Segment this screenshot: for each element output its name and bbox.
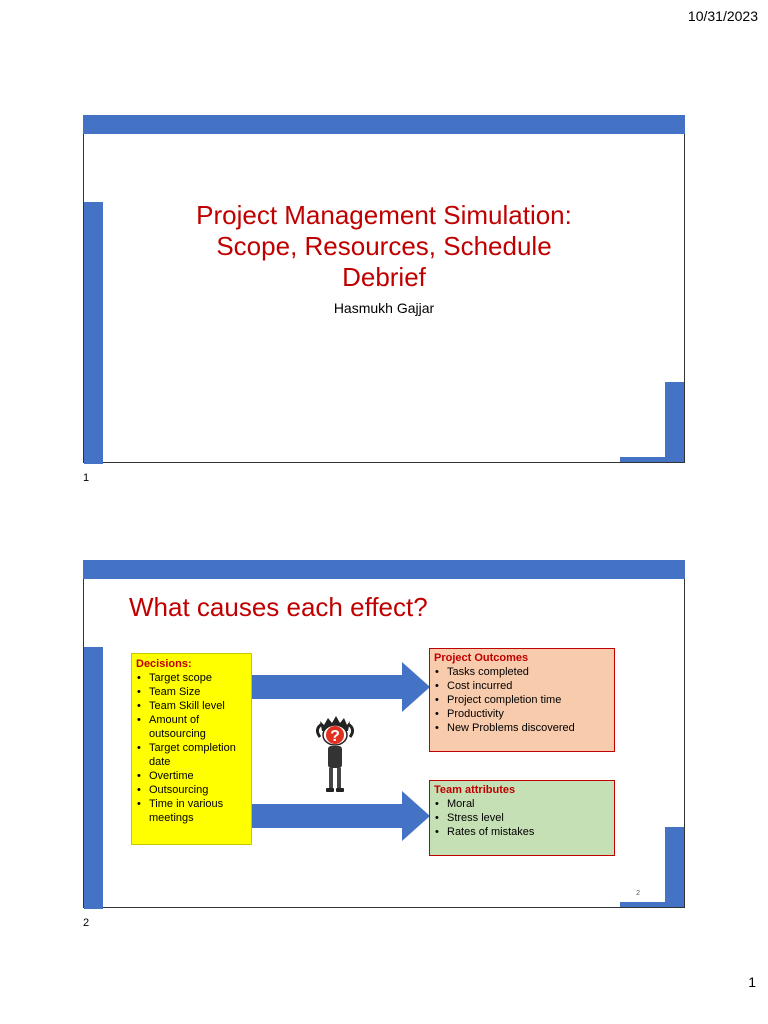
confused-person-icon	[312, 715, 358, 795]
slide-top-bar	[83, 115, 685, 134]
slide-title-line: Debrief	[342, 262, 426, 292]
list-item: • Team Skill level	[136, 699, 247, 713]
list-item: • Amount of outsourcing	[136, 713, 247, 741]
list-item: • Team Size	[136, 685, 247, 699]
slide-1	[83, 115, 685, 463]
list-item: • Productivity	[434, 707, 610, 721]
decisions-header: Decisions:	[136, 658, 192, 670]
list-item: • Moral	[434, 797, 610, 811]
slide-left-bar	[84, 647, 103, 909]
project-outcomes-header: Project Outcomes	[434, 652, 529, 664]
team-attributes-list	[434, 797, 610, 839]
list-item: • Time in various meetings	[136, 797, 247, 825]
slide-title-line: Project Management Simulation:	[196, 200, 572, 230]
slide-right-bar	[665, 382, 684, 462]
page-date: 10/31/2023	[687, 8, 758, 24]
list-item: • Project completion time	[434, 693, 610, 707]
team-attributes-box	[429, 780, 615, 856]
project-outcomes-box	[429, 648, 615, 752]
slide-author: Hasmukh Gajjar	[333, 300, 435, 316]
slide-2	[83, 560, 685, 908]
project-outcomes-list	[434, 665, 610, 735]
list-item: • New Problems discovered	[434, 721, 610, 735]
list-item: • Stress level	[434, 811, 610, 825]
slide-number: 2	[83, 917, 90, 929]
page-number: 1	[748, 974, 756, 990]
list-item: • Tasks completed	[434, 665, 610, 679]
slide-bottom-bar	[620, 457, 684, 462]
list-item: • Outsourcing	[136, 783, 247, 797]
list-item: • Overtime	[136, 769, 247, 783]
team-attributes-header: Team attributes	[434, 784, 516, 796]
slide-title-line: Scope, Resources, Schedule	[216, 231, 552, 261]
slide-top-bar	[83, 560, 685, 579]
right-arrow-icon	[252, 791, 430, 841]
decisions-box	[131, 653, 252, 845]
decisions-list	[136, 671, 247, 825]
slide-bottom-bar	[620, 902, 684, 907]
slide-inner-number: 2	[636, 890, 640, 897]
svg-text:?: ?	[330, 728, 340, 745]
list-item: • Target completion date	[136, 741, 247, 769]
slide-number: 1	[83, 472, 90, 484]
list-item: • Cost incurred	[434, 679, 610, 693]
slide-left-bar	[84, 202, 103, 464]
slide-heading: What causes each effect?	[129, 592, 428, 622]
slide-title	[144, 200, 624, 293]
right-arrow-icon	[252, 662, 430, 712]
slide-right-bar	[665, 827, 684, 907]
list-item: • Rates of mistakes	[434, 825, 610, 839]
list-item: • Target scope	[136, 671, 247, 685]
